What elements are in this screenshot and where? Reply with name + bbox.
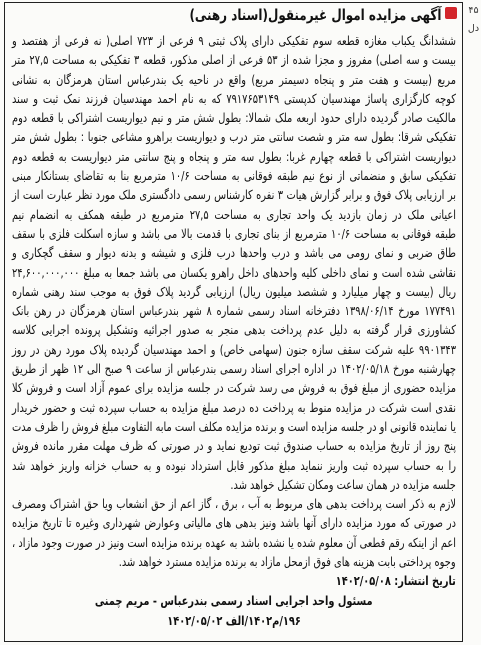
publish-date-line (12, 571, 456, 591)
body-line (12, 263, 456, 282)
adjacent-column-fragment (466, 2, 481, 38)
notice-title (125, 4, 441, 26)
body-line-text: را به حساب سپرده ثبت واریز ننماید مبلغ مذکور قابل استرداد نبوده و به حساب خزانه واریز خواهد شد (12, 457, 456, 473)
body-line (12, 166, 456, 185)
body-line-text: نقاشی شده است و نمای داخلی کلیه واحدهای داخل راهرو یکسان می باشد جمعا به مبلغ ۲۴,۶۰۰,۰۰۰,۰۰۰ (12, 264, 456, 280)
body-line-text: پنج روز از تاریخ مزایده به حساب صندوق ثبت تودیع نماید و در صورتی که ظرف مهلت مقرر مانده فروش (12, 438, 456, 454)
body-line (12, 513, 456, 532)
body-line-text: کوچه کارگزاری پاساژ مهندسیان کدپستی ۷۹۱۷۶۵۳۱۴۹ که به نام احمد مهندسیان فرزند نمک ثبت و سند (12, 90, 456, 106)
body-line-text: طبقه فوقانی به مساحت ۱۰/۶ مترمربع از بنای تجاری با قدمت بالا می باشد و سازه اسکلت فلزی با سقف (11, 225, 456, 241)
body-line (12, 436, 456, 455)
body-line (12, 475, 456, 494)
body-line-text: اعیانی ملک در زمان بازدید یک واحد تجاری به مساحت ۲۷,۵ مترمربع در طبقه همکف به انضمام نیم (12, 206, 456, 222)
body-line-text: ریال (بیست و چهار میلیارد و ششصد میلیون ریال) ارزیابی گردید پلاک فوق به موجب سند رهنی شماره (12, 283, 456, 299)
body-line-text: تفکیکی شرقا: بطول سه متر و شصت سانتی متر درب و دیواریست براهرو مشاعی جنوبا : بطول شش متر (12, 129, 456, 145)
body-line-text: لازم به ذکر است پرداخت بدهی های مربوط به آب ، برق ، گاز اعم از حق انشعاب ویا حق اشتراک ومصرف (12, 496, 456, 512)
body-line (12, 243, 456, 262)
body-line-text: چهارشنبه مورخ ۱۴۰۲/۰۵/۱۸ در اداره اجرای اسناد رسمی بندرعباس از ساعت ۹ صبح الی ۱۲ ظهر از طریق (12, 361, 456, 377)
body-line-text: نقدی است شرکت در مزایده منوط به پرداخت ده درصد مبلغ مزایده به حساب سپرده ثبت و حضور خریدار (12, 399, 456, 415)
body-line (12, 224, 456, 243)
title-marker-icon (445, 7, 457, 19)
body-line (12, 70, 456, 89)
body-line-text: طاق ضربی و نمای رومی می باشد و درب واحدها درب فلزی و شیشه و بدنه دیوار و سقف گچکاری و (12, 245, 456, 261)
body-line-text: یا نماینده قانونی او در جلسه مزایده است و برنده مزایده مکلف است مابه التفاوت مبلغ فروش را ظرف مدت (12, 418, 456, 434)
body-line-text: وجوه پرداختی بابت هزینه های فوق ازمحل مازاد به برنده مزایده مسترد خواهد شد. (119, 554, 456, 570)
notice-body (12, 31, 456, 571)
body-line-text: مزایده حضوری از مبلغ فوق به فروش می رسد شرکت در جلسه مزایده برای عموم آزاد است و فروش کلا (12, 380, 456, 396)
body-line-text: جلسه مزایده در همان ساعت ومکان تشکیل خواهد شد. (230, 476, 456, 492)
body-line (12, 50, 456, 69)
paragraph-note (12, 494, 456, 571)
signature-line (12, 591, 456, 611)
body-line (12, 552, 456, 571)
body-line (12, 398, 456, 417)
adjacent-fragment: دل (467, 23, 480, 34)
body-line-text: دیواریست اشتراکی با قطعه چهارم غربا: بطول سه متر و پنجاه و پنج سانتی متر دیواریست به قطعه دوم (12, 148, 456, 164)
body-line (12, 89, 456, 108)
body-line (12, 282, 456, 301)
publish-date-label: تاریخ انتشار: (394, 573, 456, 588)
adjacent-fragment: ۴۵ (468, 5, 479, 16)
body-line (12, 127, 456, 146)
body-line-text: بیست و سه اصلی) مفروز و مجزا شده از ۵۳ فرعی از اصلی مذکور، قطعه ۳ تفکیکی به مساحت ۲۷,۵ متر (12, 52, 456, 68)
body-line-text: بر ارزیابی پلاک فوق و برابر گزارش هیات ۳ نفره کارشناس رسمی دادگستری ملک مورد نظر عبارت است از (11, 187, 456, 203)
signature-text: مسئول واحد اجرایی اسناد رسمی بندرعباس - مریم چمنی (95, 593, 373, 608)
body-line (12, 108, 456, 127)
body-line (12, 340, 456, 359)
body-line (12, 31, 456, 50)
body-line-text: اعم از اینکه رقم قطعی آن معلوم شده یا نشده باشد به عهده برنده مزایده است ونیز در صورت وجود مازاد ، (12, 534, 456, 550)
body-line-text: مالکیت صادر گردیده دارای حدود اربعه ملک شمالا: بطول شش متر و نیم دیواریست اشتراکی با قطعه دوم (12, 110, 456, 126)
body-line-text: ۹۹۰۱۳۴۳ علیه شرکت سقف سازه جنون (سهامی خاص) و احمد مهندسیان گردیده پلاک مورد رهن در روز (12, 341, 456, 357)
paragraph-main (12, 31, 456, 494)
notice-footer (12, 571, 456, 631)
body-line (12, 456, 456, 475)
body-line (12, 205, 456, 224)
body-line-text: کشاورزی قرار گرفته به دلیل عدم پرداخت بدهی منجر به صدور اجرائیه وتشکیل پرونده اجرایی کلاسه (12, 322, 456, 338)
reference-line (12, 611, 456, 631)
body-line (12, 494, 456, 513)
body-line-text: ۱۷۷۴۹۱ مورخ ۱۳۹۸/۰۶/۱۴ دفترخانه اسناد رسمی شماره ۸ شهر بندرعباس استان هرمزگان در رهن بانک (12, 303, 456, 319)
body-line-text: در صورتی که مورد مزایده دارای آنها باشد ونیز بدهی های مالیاتی وعوارض شهرداری وغیره تا تاریخ مزایده (12, 515, 456, 531)
body-line-text: مربع (بیست و هفت متر و پنجاه دسیمتر مربع) واقع در ناحیه یک بندرعباس استان هرمزگان به نشانی (12, 71, 456, 87)
body-line (12, 378, 456, 397)
body-line (12, 147, 456, 166)
body-line (12, 301, 456, 320)
body-line (12, 417, 456, 436)
publish-date-value: ۱۴۰۲/۰۵/۰۸ (335, 573, 392, 588)
notice-title-text: آگهی مزایده اموال غیرمنقول(اسناد رهنی) (189, 6, 441, 24)
body-line-text: ششدانگ یکباب مغازه قطعه سوم تفکیکی دارای پلاک ثبتی ۹ فرعی از ۷۲۳ اصلی( نه فرعی از هفتصد و (12, 33, 456, 48)
body-line-text: تفکیکی سابق و منضماتی از نوع نیم طبقه فوقانی به مساحت ۱۰/۶ مترمربع بنا به تقاضای بستانکار مبنی (12, 168, 456, 184)
body-line (12, 320, 456, 339)
body-line (12, 359, 456, 378)
reference-number: ۱۹۶/م۱۴۰۲/الف ۱۴۰۲/۰۵/۰۲ (167, 613, 301, 628)
body-line (12, 533, 456, 552)
body-line (12, 185, 456, 204)
publish-date-group (336, 571, 456, 591)
